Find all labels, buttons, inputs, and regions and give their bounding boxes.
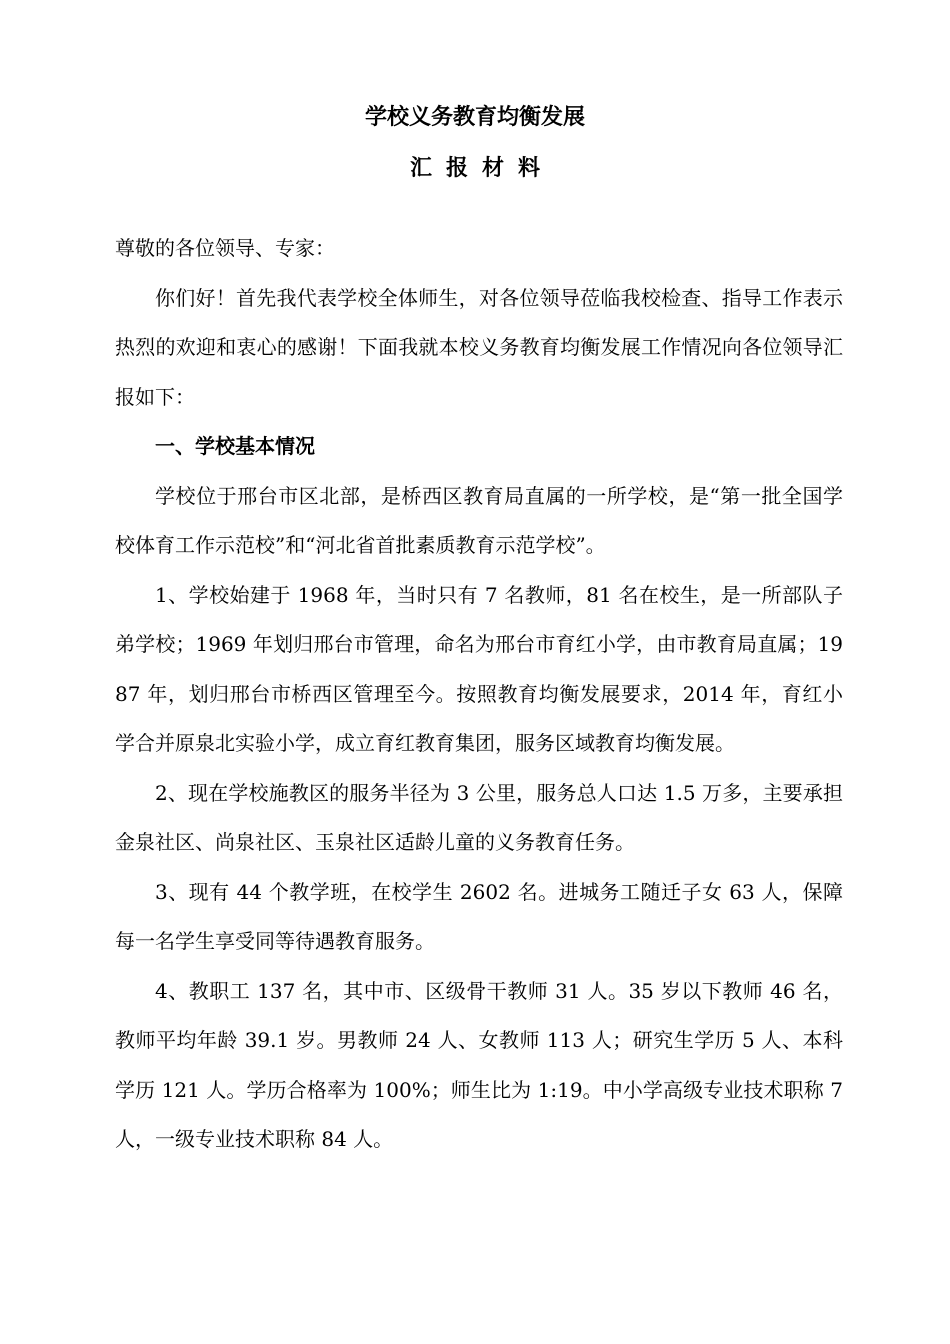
list-item-students: 3、现有 44 个教学班，在校学生 2602 名。进城务工随迁子女 63 人，保障每一名学生享受同等待遇教育服务。 <box>115 879 843 953</box>
intro-paragraph: 你们好！首先我代表学校全体师生，对各位领导莅临我校检查、指导工作表示热烈的欢迎和衷心的感谢！下面我就本校义务教育均衡发展工作情况向各位领导汇报如下： <box>115 285 843 409</box>
section-paragraph-location: 学校位于邢台市区北部，是桥西区教育局直属的一所学校，是“第一批全国学校体育工作示范校”和“河北省首批素质教育示范学校”。 <box>115 483 843 557</box>
document-subtitle: 汇报材料 <box>409 155 554 181</box>
salutation: 尊敬的各位领导、专家： <box>115 236 335 260</box>
list-item-history: 1、学校始建于 1968 年，当时只有 7 名教师，81 名在校生，是一所部队子弟学校；1969 年划归邢台市管理，命名为邢台市育红小学，由市教育局直属；1987 年，划归邢台市桥西区管理至今。按照教育均衡发展要求，2014 年，育红小学合并原泉北实验小学，成立育红教育集团，服务区域教育均衡发展。 <box>115 582 843 755</box>
section-heading-basic-info: 一、学校基本情况 <box>155 434 315 458</box>
document-body <box>115 224 843 1165</box>
list-item-staff: 4、教职工 137 名，其中市、区级骨干教师 31 人。35 岁以下教师 46 名，教师平均年龄 39.1 岁。男教师 24 人、女教师 113 人；研究生学历 5 人、本科学历 121 人。学历合格率为 100%；师生比为 1:19。中小学高级专业技术职称 7 人，一级专业技术职称 84 人。 <box>115 978 843 1151</box>
document-title: 学校义务教育均衡发展 <box>364 104 585 130</box>
list-item-service-area: 2、现在学校施教区的服务半径为 3 公里，服务总人口达 1.5 万多，主要承担金泉社区、尚泉社区、玉泉社区适龄儿童的义务教育任务。 <box>115 780 843 854</box>
